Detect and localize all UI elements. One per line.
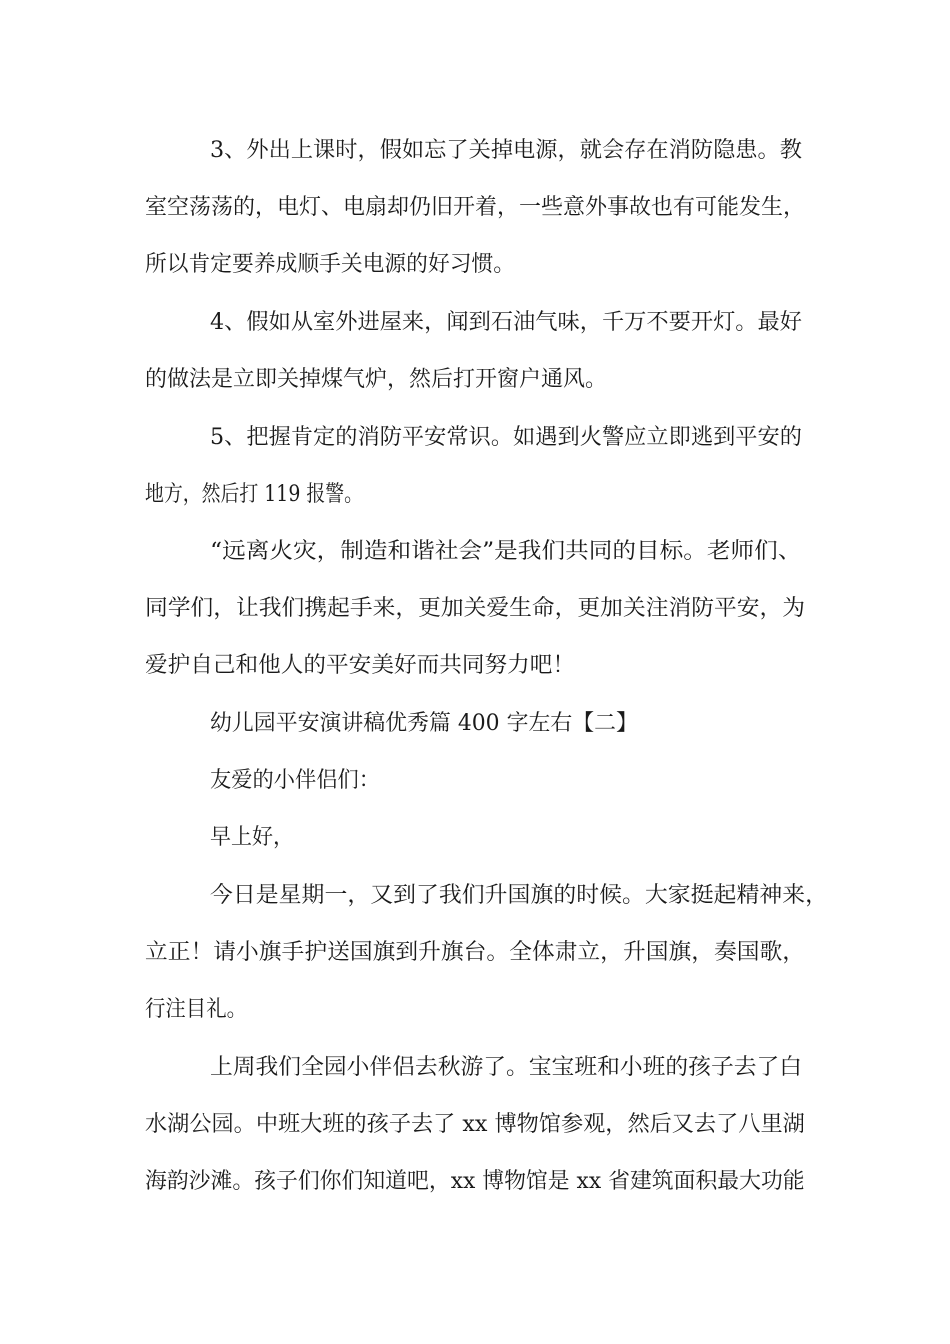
text-line: 3、外出上课时，假如忘了关掉电源，就会存在消防隐患。教: [210, 138, 802, 163]
text-line: 立正！请小旗手护送国旗到升旗台。全体肃立，升国旗，奏国歌，: [145, 940, 806, 965]
text-line: 海韵沙滩。孩子们你们知道吧，xx 博物馆是 xx 省建筑面积最大功能: [145, 1169, 805, 1194]
text-line: 爱护自己和他人的平安美好而共同努力吧！: [145, 653, 576, 678]
text-line: 上周我们全园小伴侣去秋游了。宝宝班和小班的孩子去了白: [210, 1055, 803, 1080]
text-line: “远离火灾，制造和谐社会”是我们共同的目标。老师们、: [210, 539, 802, 564]
text-line: 水湖公园。中班大班的孩子去了 xx 博物馆参观，然后又去了八里湖: [145, 1112, 805, 1137]
text-line: 4、假如从室外进屋来，闻到石油气味，千万不要开灯。最好: [210, 310, 802, 335]
text-line: 行注目礼。: [145, 997, 248, 1022]
text-line: 室空荡荡的，电灯、电扇却仍旧开着，一些意外事故也有可能发生，: [145, 195, 806, 220]
text-line: 早上好，: [210, 825, 295, 850]
text-line: 所以肯定要养成顺手关电源的好习惯。: [145, 252, 516, 277]
section-heading: 幼儿园平安演讲稿优秀篇 400 字左右【二】: [210, 711, 638, 736]
text-line: 5、把握肯定的消防平安常识。如遇到火警应立即逃到平安的: [210, 425, 802, 450]
text-line: 友爱的小伴侣们：: [210, 768, 381, 793]
text-line: 的做法是立即关掉煤气炉，然后打开窗户通风。: [145, 367, 608, 392]
text-line: 同学们，让我们携起手来，更加关爱生命，更加关注消防平安，为: [145, 596, 806, 621]
text-line: 今日是星期一，又到了我们升国旗的时候。大家挺起精神来，: [210, 883, 829, 908]
text-line: 地方，然后打 119 报警。: [145, 482, 363, 507]
